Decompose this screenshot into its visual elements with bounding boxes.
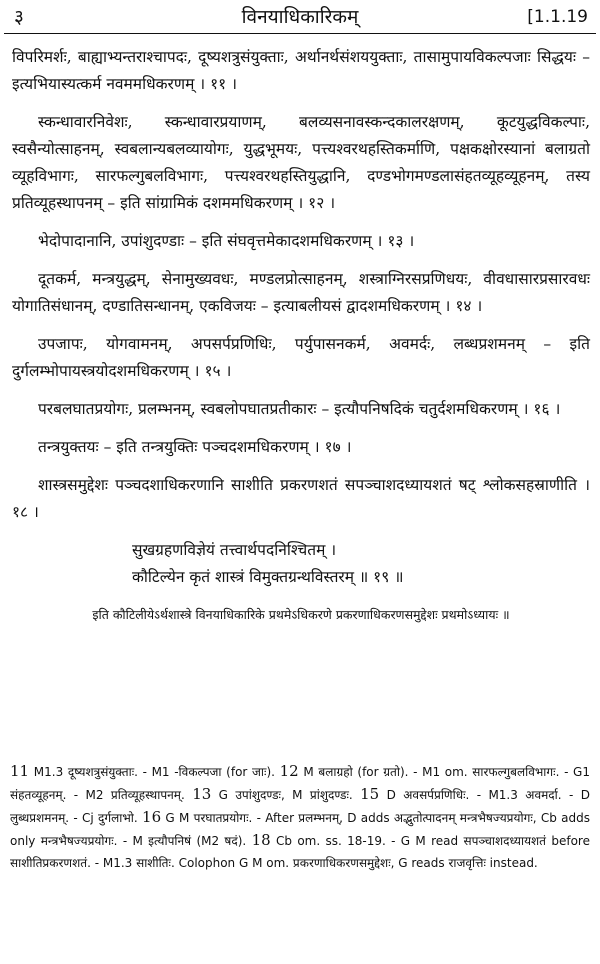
- note-13: G उपांशुदण्डः, M प्रांशुदण्डः.: [218, 788, 353, 802]
- verse-19: [132, 537, 590, 591]
- paragraph-17: तन्त्रयुक्तयः – इति तन्त्रयुक्तिः पञ्चदशमधिकरणम् । १७ ।: [38, 438, 352, 456]
- paragraph-11: विपरिमर्शः, बाह्याभ्यन्तराश्चापदः, दूष्यशत्रुसंयुक्ताः, अर्थानर्थसंशययुक्ताः, तासामुपायविकल्पजाः सिद्धयः – इत्यभियास्यत्कर्म नवममधिकरणम् । ११ ।: [12, 48, 590, 93]
- note-number-11: 11: [10, 762, 30, 780]
- note-18: Cb om. ss. 18-19. - G M read सपञ्चाशदध्यायशतं before साशीतिप्रकरणशतं. - M1.3 साशीतिः.: [10, 834, 590, 870]
- note-number-18: 18: [251, 831, 271, 849]
- page-number: ३: [14, 6, 24, 28]
- paragraph-16: परबलघातप्रयोगः, प्रलम्भनम्, स्वबलोपघातप्रतीकारः – इत्यौपनिषदिकं चतुर्दशमधिकरणम् । १६ ।: [38, 400, 561, 418]
- note-15: D अवसर्पप्रणिधिः. - M1.3 अवमर्दा. - D लुब्धप्रशमनम्. - Cj दुर्गलाभो.: [10, 788, 590, 825]
- paragraph-15: उपजापः, योगवामनम्, अपसर्पप्रणिधिः, पर्युपासनकर्म, अवमर्दः, लब्धप्रशमनम् – इति दुर्गलम्भोपायस्त्रयोदशमधिकरणम् । १५ ।: [12, 335, 590, 380]
- paragraph-14: दूतकर्म, मन्त्रयुद्धम्, सेनामुख्यवधः, मण्डलप्रोत्साहनम्, शस्त्राग्निरसप्रणिधयः, वीवधासारप्रसारवधः योगातिसंधानम्, दण्डातिसन्धानम्, एकविजयः – इत्याबलीयसं द्वादशमधिकरणम् । १४ ।: [12, 270, 590, 315]
- critical-apparatus: [10, 760, 590, 874]
- paragraph-18: शास्त्रसमुद्देशः पञ्चदशाधिकरणानि साशीति प्रकरणशतं सपञ्चाशदध्यायशतं षट् श्लोकसहस्राणीति । १८ ।: [12, 476, 590, 521]
- verse-line-2: कौटिल्येन कृतं शास्त्रं विमुक्तग्रन्थविस्तरम् ॥ १९ ॥: [132, 568, 404, 586]
- note-11: M1.3 दूष्यशत्रुसंयुक्ताः. - M1 -विकल्पजा (for जाः).: [33, 765, 275, 779]
- verse-reference: [1.1.19: [527, 7, 588, 27]
- main-text: [12, 44, 590, 625]
- note-number-13: 13: [192, 785, 212, 803]
- paragraph-12: स्कन्धावारनिवेशः, स्कन्धावारप्रयाणम्, बलव्यसनावस्कन्दकालरक्षणम्, कूटयुद्धविकल्पाः, स्वसैन्योत्साहनम्, स्वबलान्यबलव्यायोगः, युद्धभूमयः, पत्त्यश्वरथहस्तिकर्माणि, पक्षकक्षोरस्यानां बलाग्रतो व्यूहविभागः, सारफल्गुबलविभागः, पत्त्यश्वरथहस्तियुद्धानि, दण्डभोगमण्डलासंहतव्यूहव्यूहनम्, तस्य प्रतिव्यूहस्थापनम् – इति सांग्रामिकं दशममधिकरणम् । १२ ।: [12, 113, 590, 212]
- note-12: M बलाग्रहो (for ग्रतो). - M1 om. सारफल्गुबलविभागः. - G1 संहतव्यूहनम्. - M2 प्रतिव्यूहस्थापनम्.: [10, 765, 590, 802]
- note-16: G M परघातप्रयोगः. - After प्रलम्भनम्, D adds अद्भुतोत्पादनम् मन्त्रभैषज्यप्रयोगः, Cb adds only मन्त्रभैषज्यप्रयोगः. - M इत्यौपनिषं (M2 षदं).: [10, 811, 590, 848]
- note-number-16: 16: [142, 808, 162, 826]
- note-number-12: 12: [279, 762, 299, 780]
- note-colophon: Colophon G M om. प्रकरणाधिकरणसमुद्देशः, G reads राजवृत्तिः instead.: [178, 856, 538, 870]
- chapter-colophon: इति कौटिलीयेऽर्थशास्त्रे विनयाधिकारिके प्रथमेऽधिकरणे प्रकरणाधिकरणसमुद्देशः प्रथमोऽध्यायः ॥: [92, 607, 510, 622]
- header-rule: [4, 33, 596, 34]
- running-header: [10, 2, 590, 32]
- verse-line-1: सुखग्रहणविज्ञेयं तत्त्वार्थपदनिश्चितम् ।: [132, 541, 337, 559]
- paragraph-13: भेदोपादानानि, उपांशुदण्डाः – इति संघवृत्तमेकादशमधिकरणम् । १३ ।: [38, 232, 415, 250]
- apparatus-text: [10, 760, 590, 874]
- section-title: विनयाधिकारिकम्: [241, 6, 359, 28]
- note-number-15: 15: [360, 785, 380, 803]
